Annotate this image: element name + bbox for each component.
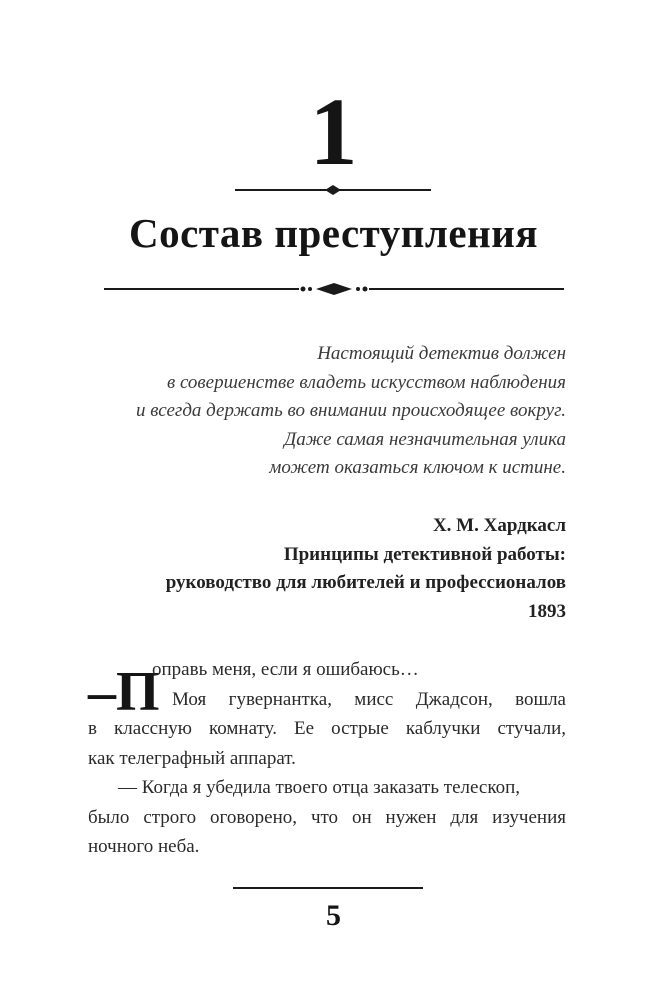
chapter-title: Состав преступления [128, 210, 538, 256]
body-line: Моя гувернантка, мисс Джадсон, вошла [172, 688, 566, 710]
drop-cap: –П [88, 661, 160, 723]
page-number: 5 [326, 899, 341, 932]
epigraph-line: и всегда держать во внимании происходящее вокруг. [136, 400, 566, 421]
body-line: как телеграфный аппарат. [88, 747, 296, 769]
chapter-number: 1 [309, 78, 358, 185]
attribution-book-line2: руководство для любителей и профессионалов [165, 572, 566, 593]
epigraph-line: Даже самая незначительная улика [284, 428, 566, 450]
epigraph-line: Настоящий детектив должен [317, 343, 566, 364]
epigraph [80, 340, 566, 483]
attribution-author: Х. М. Хардкасл [432, 515, 566, 536]
ornament-top [235, 180, 431, 200]
body-line: в классную комнату. Ее острые каблучки стучали, [88, 718, 566, 739]
attribution-book-line1: Принципы детективной работы: [283, 543, 566, 565]
body-line: оправь меня, если я ошибаюсь… [152, 659, 419, 680]
epigraph-line: в совершенстве владеть искусством наблюдения [166, 371, 566, 393]
body-text [88, 655, 566, 862]
attribution-year: 1893 [528, 600, 566, 622]
body-line: — Когда я убедила твоего отца заказать телескоп, [118, 777, 521, 798]
footer-rule [233, 886, 423, 890]
ornament-bottom [104, 279, 564, 299]
body-line: было строго оговорено, что он нужен для изучения [88, 806, 566, 828]
attribution [60, 512, 566, 626]
body-line: ночного неба. [88, 836, 200, 857]
epigraph-line: может оказаться ключом к истине. [269, 457, 566, 478]
